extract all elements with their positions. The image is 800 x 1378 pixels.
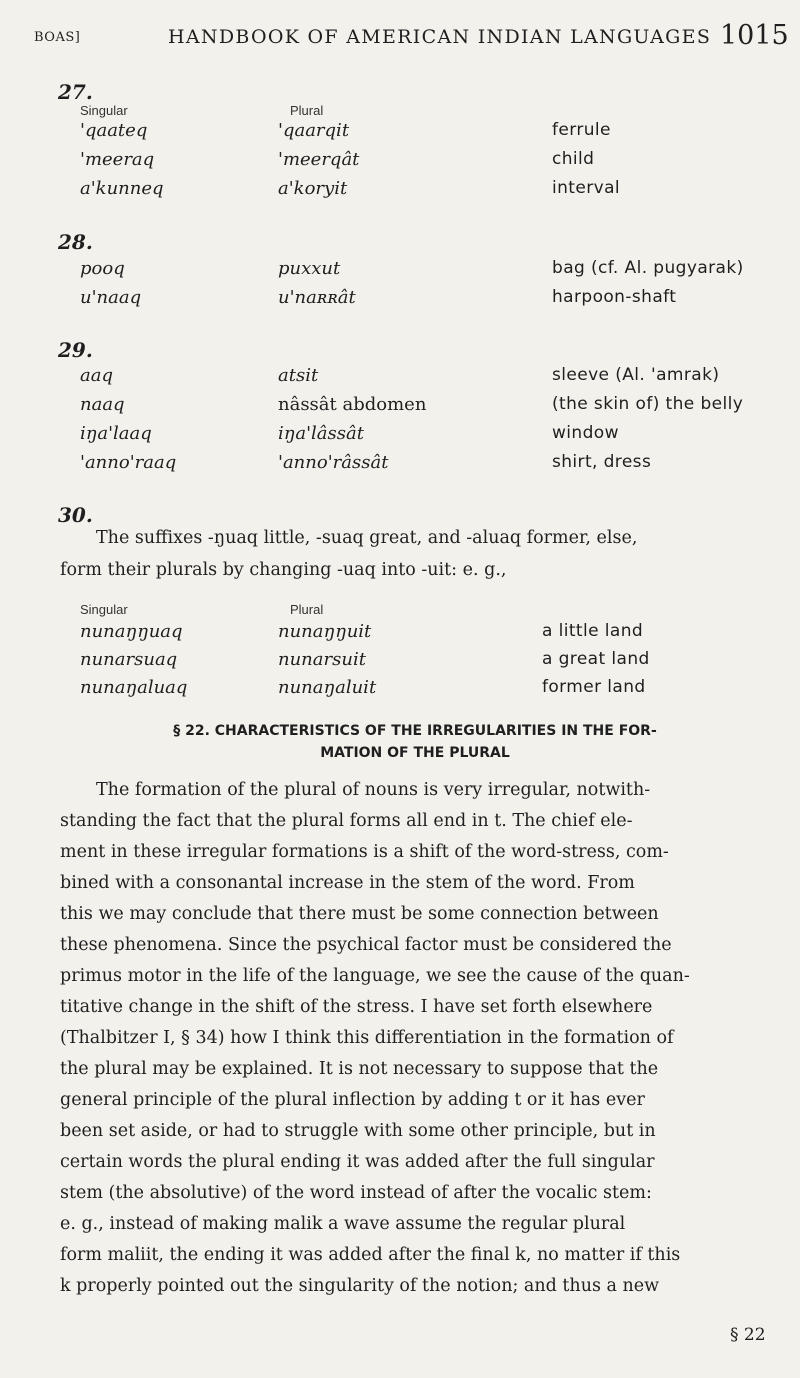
section-number-29: 29. — [58, 338, 93, 362]
list-item — [0, 649, 800, 673]
gloss: window — [552, 423, 619, 443]
section-heading-line-1: § 22. CHARACTERISTICS OF THE IRREGULARITIES IN THE FOR- — [173, 723, 657, 739]
plural-form: puxxut — [278, 258, 341, 279]
col-head-singular: Singular — [80, 602, 128, 617]
gloss: (the skin of) the belly — [552, 394, 744, 414]
text-line: The formation of the plural of nouns is very irregular, notwith- — [96, 780, 651, 800]
list-item — [0, 149, 800, 173]
list-item — [0, 365, 800, 389]
plural-form: nunaŋŋuit — [278, 621, 372, 642]
text-line: (Thalbitzer I, § 34) how I think this differentiation in the formation of — [60, 1028, 674, 1048]
plural-form: 'anno'râssât — [278, 452, 389, 473]
list-item — [0, 258, 800, 282]
gloss: ferrule — [552, 120, 611, 140]
list-item — [0, 287, 800, 311]
plural-form: 'qaarqit — [278, 120, 350, 141]
singular-form: naaq — [80, 394, 125, 415]
singular-form: nunaŋŋuaq — [80, 621, 183, 642]
list-item — [0, 394, 800, 418]
text-line: been set aside, or had to struggle with some other principle, but in — [60, 1121, 656, 1141]
plural-form: nunarsuit — [278, 649, 366, 670]
gloss: shirt, dress — [552, 452, 652, 472]
singular-form: 'meeraq — [80, 149, 155, 170]
text-line: these phenomena. Since the psychical factor must be considered the — [60, 935, 672, 955]
gloss: sleeve (Al. 'amrak) — [552, 365, 720, 385]
singular-form: u'naaq — [80, 287, 142, 308]
list-item — [0, 178, 800, 202]
text-line: general principle of the plural inflection by adding t or it has ever — [60, 1090, 645, 1110]
singular-form: 'anno'raaq — [80, 452, 177, 473]
col-head-singular: Singular — [80, 103, 128, 118]
gloss: a great land — [542, 649, 650, 669]
gloss: harpoon-shaft — [552, 287, 677, 307]
plural-form: 'meerqât — [278, 149, 360, 170]
section-heading-line-2: MATION OF THE PLURAL — [320, 745, 510, 761]
text-line: titative change in the shift of the stress. I have set forth elsewhere — [60, 997, 653, 1017]
gloss: interval — [552, 178, 621, 198]
section-number-28: 28. — [58, 230, 93, 254]
plural-form: iŋa'lâssât — [278, 423, 364, 444]
list-item — [0, 120, 800, 144]
plural-form: atsit — [278, 365, 319, 386]
list-item — [0, 423, 800, 447]
header-title: HANDBOOK OF AMERICAN INDIAN LANGUAGES — [168, 26, 712, 48]
list-item — [0, 452, 800, 476]
singular-form: aaq — [80, 365, 113, 386]
header-left: BOAS] — [34, 30, 81, 45]
col-head-plural: Plural — [290, 103, 324, 118]
gloss: former land — [542, 677, 646, 697]
gloss: bag (cf. Al. pugyarak) — [552, 258, 744, 278]
section-number-30: 30. — [58, 503, 93, 527]
singular-form: a'kunneq — [80, 178, 164, 199]
page-number: 1015 — [720, 20, 789, 51]
text-line: ment in these irregular formations is a shift of the word-stress, com- — [60, 842, 669, 862]
singular-form: 'qaateq — [80, 120, 148, 141]
plural-form: u'naʀʀât — [278, 287, 356, 308]
plural-form: a'koryit — [278, 178, 348, 199]
plural-form: nunaŋaluit — [278, 677, 377, 698]
singular-form: nunaŋaluaq — [80, 677, 188, 698]
gloss: child — [552, 149, 595, 169]
text-line: primus motor in the life of the language, we see the cause of the quan- — [60, 966, 690, 986]
singular-form: pooq — [80, 258, 125, 279]
list-item — [0, 677, 800, 701]
plural-form: nâssât abdomen — [278, 394, 427, 415]
text-line: the plural may be explained. It is not necessary to suppose that the — [60, 1059, 659, 1079]
text-line: form maliit, the ending it was added after the final k, no matter if this — [60, 1245, 681, 1265]
text-line: stem (the absolutive) of the word instead of after the vocalic stem: — [60, 1183, 652, 1203]
text-line: standing the fact that the plural forms all end in t. The chief ele- — [60, 811, 633, 831]
intro-line-1: The suffixes -ŋuaq little, -suaq great, and -aluaq former, else, — [96, 528, 638, 548]
text-line: k properly pointed out the singularity of the notion; and thus a new — [60, 1276, 660, 1296]
list-item — [0, 621, 800, 645]
text-line: this we may conclude that there must be some connection between — [60, 904, 659, 924]
singular-form: nunarsuaq — [80, 649, 178, 670]
catchword: § 22 — [730, 1325, 766, 1345]
singular-form: iŋa'laaq — [80, 423, 152, 444]
text-line: e. g., instead of making malik a wave assume the regular plural — [60, 1214, 626, 1234]
col-head-plural: Plural — [290, 602, 324, 617]
gloss: a little land — [542, 621, 644, 641]
section-number-27: 27. — [58, 80, 93, 104]
text-line: certain words the plural ending it was added after the full singular — [60, 1152, 655, 1172]
intro-line-2: form their plurals by changing -uaq into -uit: e. g., — [60, 560, 507, 580]
running-header — [0, 18, 800, 62]
text-line: bined with a consonantal increase in the stem of the word. From — [60, 873, 635, 893]
